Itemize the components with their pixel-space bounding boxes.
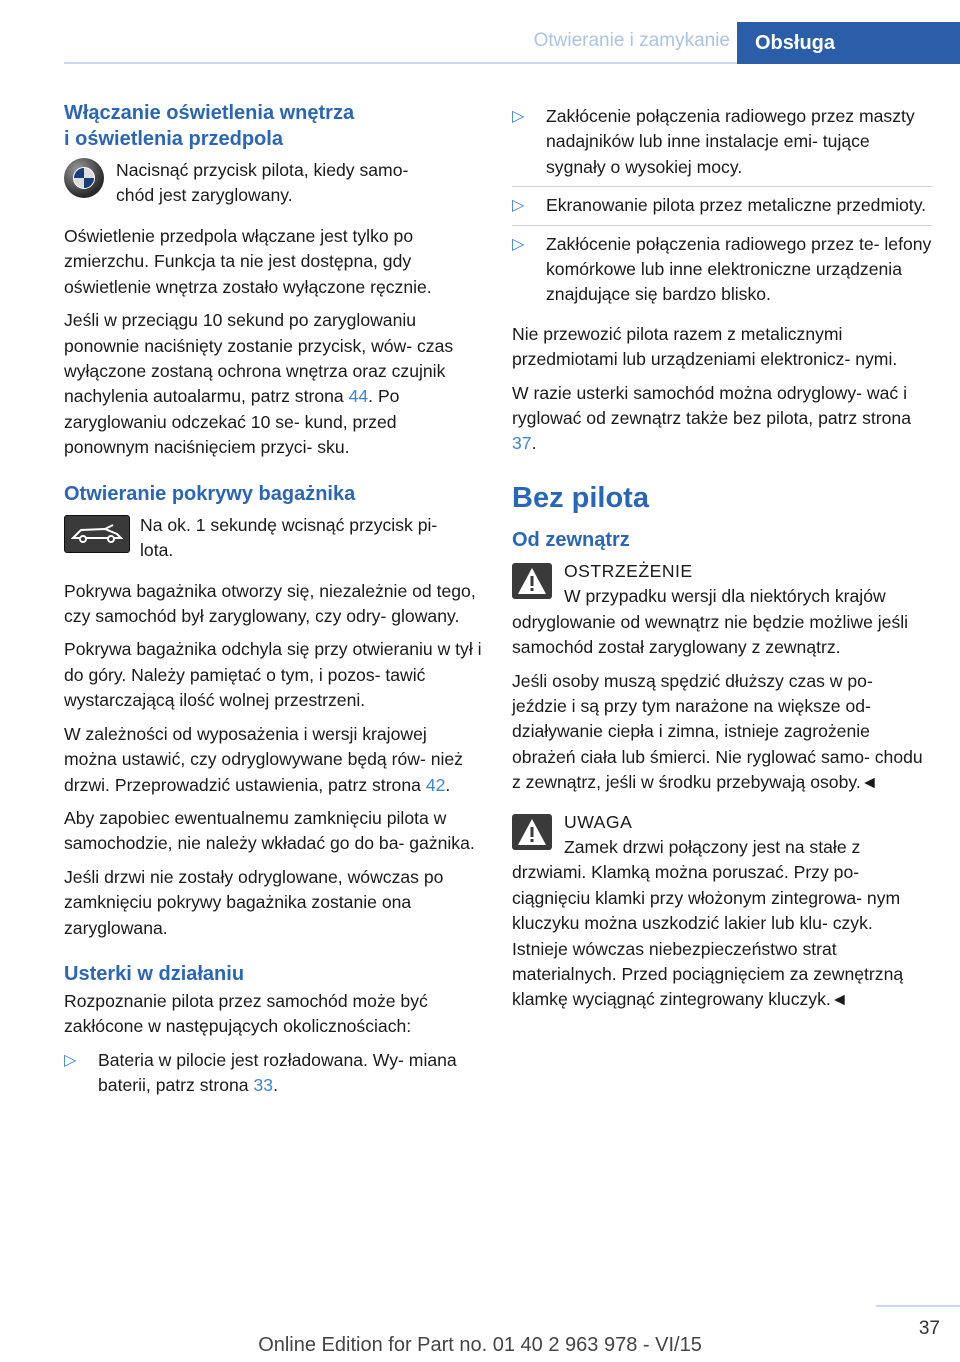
page-link[interactable]: 37 [512,433,532,454]
paragraph: Jeśli osoby muszą spędzić dłuższy czas w po‐ jeździe i są przy tym narażone na większe od‐ działywanie ciepła i zimna, istnieje zagrożenie obrażeń ciała lub śmierci. Nie ryglować samo‐ chodu z zewnątrz, jeśli w środku przebywają osoby.◄ [512,670,923,793]
bmw-key-button-icon [64,158,104,198]
heading-from-outside: Od zewnątrz [512,528,630,551]
right-column [512,104,932,1021]
triangle-bullet-icon: ▷ [512,108,525,125]
triangle-bullet-icon: ▷ [64,1051,77,1069]
caution-title: UWAGA [564,811,633,832]
warning-text: odryglowanie od wewnątrz nie będzie możliwe jeśli samochód został zaryglowany z zewnątrz. [512,611,909,658]
header-chapter-tab[interactable]: Obsługa [737,22,960,64]
warning-triangle-icon [512,563,552,599]
edition-footer: Online Edition for Part no. 01 40 2 963 978 - VI/15 [258,1334,702,1356]
page-number: 37 [918,1318,940,1339]
triangle-bullet-icon: ▷ [512,197,525,215]
bullet-list [512,104,932,314]
footer-rule [876,1305,960,1307]
paragraph: Rozpoznanie pilota przez samochód może być zakłócone w następujących okolicznościach: [64,990,428,1037]
paragraph: Jeśli w przeciągu 10 sekund po zaryglowaniu ponownie naciśnięty zostanie przycisk, wów‐ czas wyłączone zostaną ochrona wnętrza oraz czujnik nachylenia autoalarmu, patrz strona 44. Po zaryglowaniu odczekać 10 se‐ kund, przed ponownym naciśnięciem przyci‐ sku. [64,310,454,458]
list-item: ▷ Zakłócenie połączenia radiowego przez te‐ lefony komórkowe lub inne elektroniczne urządzenia znajdujące się bardzo blisko. [512,233,932,305]
header-section-title: Otwieranie i zamykanie [533,30,730,51]
heading-trunk-opening: Otwieranie pokrywy bagażnika [64,482,356,505]
heading-malfunctions: Usterki w działaniu [64,962,245,985]
left-column [64,100,484,1113]
icon-instruction-unlock [64,158,484,212]
bullet-list [64,1048,484,1105]
paragraph: Oświetlenie przedpola włączane jest tylko po zmierzchu. Funkcja ta nie jest dostępna, gdy oświetlenie wnętrza zostało wyłączone ręcznie. [64,226,432,297]
list-item: ▷ Ekranowanie pilota przez metaliczne przedmioty. [512,193,932,225]
caution-text: drzwiami. Klamką można poruszać. Przy po‐ ciągnięciu klamki przy włożonym zintegrowa‐ nym kluczyku można uszkodzić lakier lub klu‐ czyk. Istnieje wówczas niebezpieczeństwo strat materialnych. Przed pociągnięciem za zewnętrzną klamkę wyciągnąć zintegrowany kluczyk.◄ [512,862,904,1010]
warning-lead: W przypadku wersji dla niektórych krajów [564,586,886,607]
instruction-text: Na ok. 1 sekundę wcisnąć przycisk pi‐ lota. [140,514,438,561]
caution-block [512,810,932,1013]
instruction-text: Nacisnąć przycisk pilota, kiedy samo‐ chód jest zaryglowany. [116,160,409,206]
page-link[interactable]: 42 [425,774,446,795]
paragraph: Pokrywa bagażnika odchyla się przy otwieraniu w tył i do góry. Należy pamiętać o tym, i pozos‐ tawić wystarczającą ilość wolnej przestrzeni. [64,639,482,711]
list-item: ▷ Zakłócenie połączenia radiowego przez maszty nadajników lub inne instalacje emi‐ tujące sygnały o wysokiej mocy. [512,104,932,187]
warning-block [512,559,932,661]
paragraph: Nie przewozić pilota razem z metalicznymi przedmiotami lub urządzeniami elektronicz‐ nymi. [512,323,898,370]
heading-interior-lighting: Włączanie oświetlenia wnętrza i oświetlenia przedpola [64,102,355,150]
paragraph: Aby zapobiec ewentualnemu zamknięciu pilota w samochodzie, nie należy wkładać go do ba‐ gażnika. [64,807,475,854]
paragraph: Jeśli drzwi nie zostały odryglowane, wówczas po zamknięciu pokrywy bagażnika zostanie ona zaryglowana. [64,866,444,938]
icon-instruction-trunk [64,513,484,567]
triangle-bullet-icon: ▷ [512,235,525,253]
paragraph: Pokrywa bagażnika otworzy się, niezależnie od tego, czy samochód był zaryglowany, czy odry‐ glowany. [64,580,476,627]
trunk-button-icon [64,515,130,553]
caution-lead: Zamek drzwi połączony jest na stałe z [564,836,861,857]
caution-triangle-icon [512,814,552,850]
page-link[interactable]: 44 [348,386,369,407]
heading-without-remote: Bez pilota [512,481,649,514]
page-link[interactable]: 33 [253,1075,274,1096]
list-item: ▷ Bateria w pilocie jest rozładowana. Wy‐ miana baterii, patrz strona 33. [64,1049,457,1096]
paragraph: W zależności od wyposażenia i wersji krajowej można ustawić, czy odryglowywane będą rów‐ nież drzwi. Przeprowadzić ustawienia, patrz strona 42. [64,723,463,795]
paragraph: W razie usterki samochód można odryglowy‐ wać i ryglować od zewnątrz także bez pilota, patrz strona 37. [512,382,911,454]
warning-title: OSTRZEŻENIE [564,560,693,581]
